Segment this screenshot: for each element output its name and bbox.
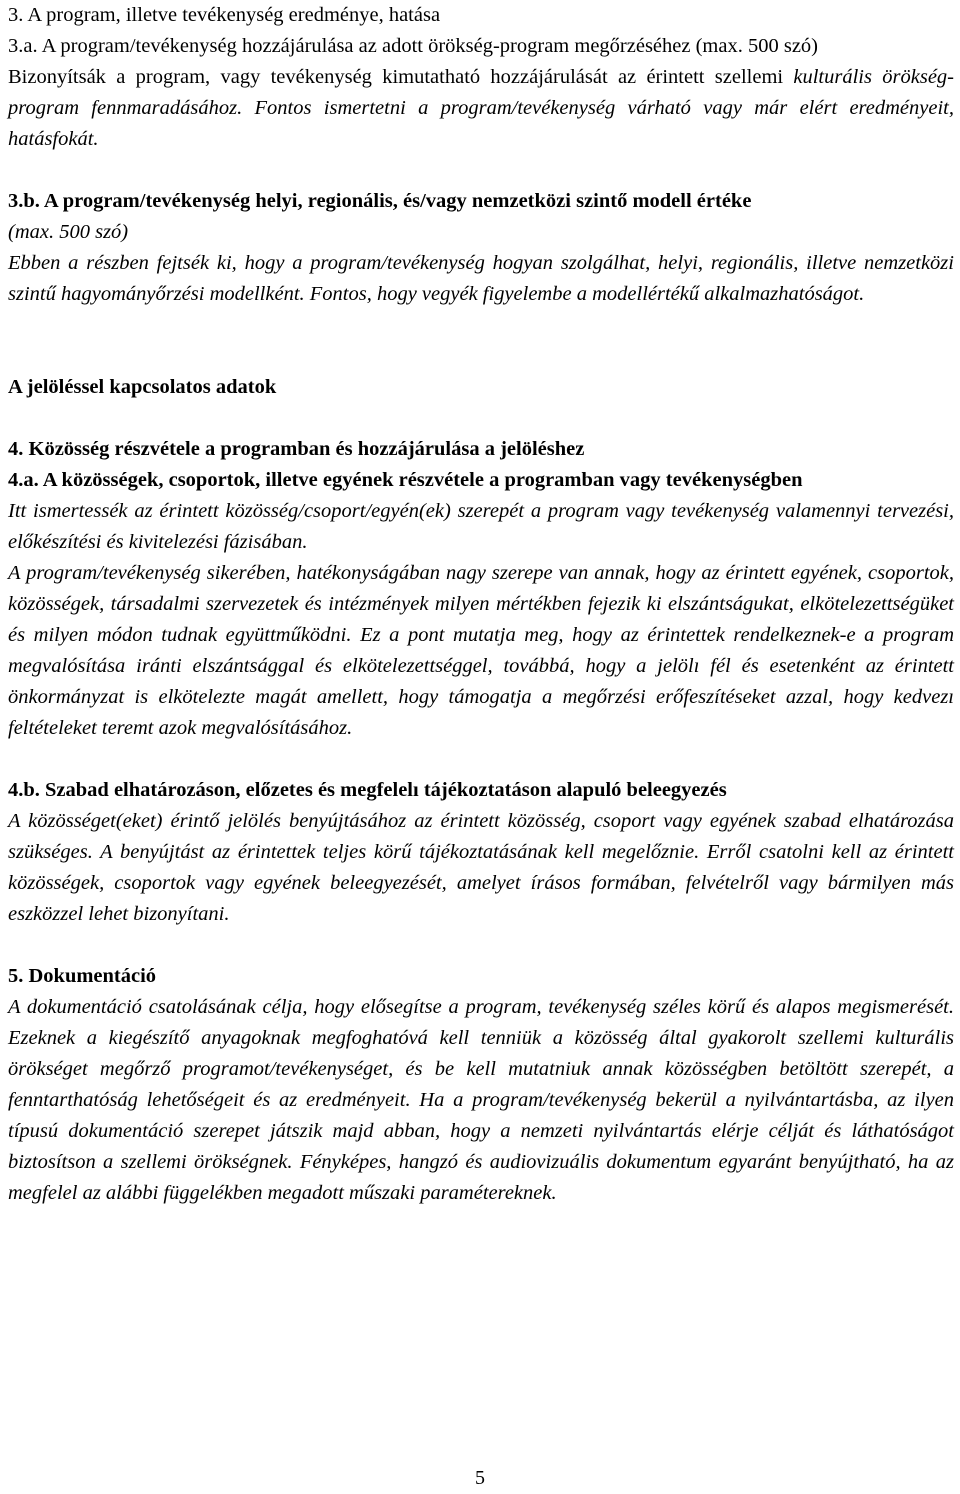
spacer xyxy=(8,403,954,434)
section-3a-body xyxy=(8,62,954,155)
section-4a-heading: 4.a. A közösségek, csoportok, illetve egyének részvétele a programban vagy tevékenységben xyxy=(8,469,803,491)
nomination-data-heading: A jelöléssel kapcsolatos adatok xyxy=(8,376,277,398)
section-4a-body-2: A program/tevékenység sikerében, hatékonyságában nagy szerepe van annak, hogy az érintett egyének, csoportok, közösségek, társadalmi szervezetek és intézmények milyen mértékben fejezik ki elszántságukat, elkötelezettségüket és milyen módon tudnak együttműködni. Ez a pont mutatja meg, hogy az érintettek rendelkeznek-e a program megvalósítása iránti elszántsággal és elkötelezettséggel, továbbá, hogy a jelölı fél és esetenként az érintett önkormányzat is elkötelezte magát amellett, hogy támogatja a megőrzési erőfeszítéseket azzal, hogy kedvezı feltételeket teremt azok megvalósításához. xyxy=(8,562,954,739)
section-3-title: 3. A program, illetve tevékenység eredménye, hatása xyxy=(8,4,441,26)
document-page xyxy=(8,0,954,1209)
spacer xyxy=(8,310,954,372)
section-3b-body: Ebben a részben fejtsék ki, hogy a program/tevékenység hogyan szolgálhat, helyi, regionális, illetve nemzetközi szintű hagyományőrzési modellként. Fontos, hogy vegyék figyelembe a modellértékű alkalmazhatóságot. xyxy=(8,252,954,305)
section-4a-body-1: Itt ismertessék az érintett közösség/csoport/egyén(ek) szerepét a program vagy tevékenység valamennyi tervezési, előkészítési és kivitelezési fázisában. xyxy=(8,500,954,553)
section-3a-body-normal: Bizonyítsák a program, vagy tevékenység kimutatható hozzájárulását az érintett szellemi xyxy=(8,66,784,88)
spacer xyxy=(8,744,954,775)
section-5-title: 5. Dokumentáció xyxy=(8,965,157,987)
section-4-title: 4. Közösség részvétele a programban és hozzájárulása a jelöléshez xyxy=(8,438,585,460)
section-4b-heading: 4.b. Szabad elhatározáson, előzetes és megfelelı tájékoztatáson alapuló beleegyezés xyxy=(8,779,727,801)
spacer xyxy=(8,930,954,961)
section-3b-heading: 3.b. A program/tevékenység helyi, regionális, és/vagy nemzetközi szintő modell értéke xyxy=(8,190,752,212)
section-3a-heading: 3.a. A program/tevékenység hozzájárulása az adott örökség-program megőrzéséhez (max. 500 szó) xyxy=(8,35,819,57)
section-3b-limit: (max. 500 szó) xyxy=(8,221,129,243)
page-number: 5 xyxy=(475,1467,485,1489)
section-5-body: A dokumentáció csatolásának célja, hogy elősegítse a program, tevékenység széles körű és alapos megismerését. Ezeknek a kiegészítő anyagoknak megfoghatóvá kell tenniük a közösség által gyakorolt szellemi kulturális örökséget megőrző programot/tevékenységet, és be kell mutatniuk annak közösségben betöltött szerepét, a fenntarthatóság lehetőségeit és az eredményeit. Ha a program/tevékenység bekerül a nyilvántartásba, az ilyen típusú dokumentáció szerepet játszik majd abban, hogy a nemzeti nyilvántartás elérje célját és láthatóságot biztosítson a szellemi örökségnek. Fényképes, hangzó és audiovizuális dokumentum egyaránt benyújtható, ha az megfelel az alábbi függelékben megadott műszaki paramétereknek. xyxy=(8,996,954,1204)
spacer xyxy=(8,155,954,186)
section-4b-body: A közösséget(eket) érintő jelölés benyújtásához az érintett közösség, csoport vagy egyének szabad elhatározása szükséges. A benyújtást az érintettek teljes körű tájékoztatásának kell megelőznie. Erről csatolni kell az érintett közösségek, csoportok vagy egyének beleegyezését, amelyet írásos formában, felvételről vagy bármilyen más eszközzel lehet bizonyítani. xyxy=(8,810,954,925)
section-3a-body-italic: kulturális örökség-program fennmaradásához. Fontos ismertetni a program/tevékenység várható vagy már elért eredményeit, hatásfokát. xyxy=(8,66,954,150)
